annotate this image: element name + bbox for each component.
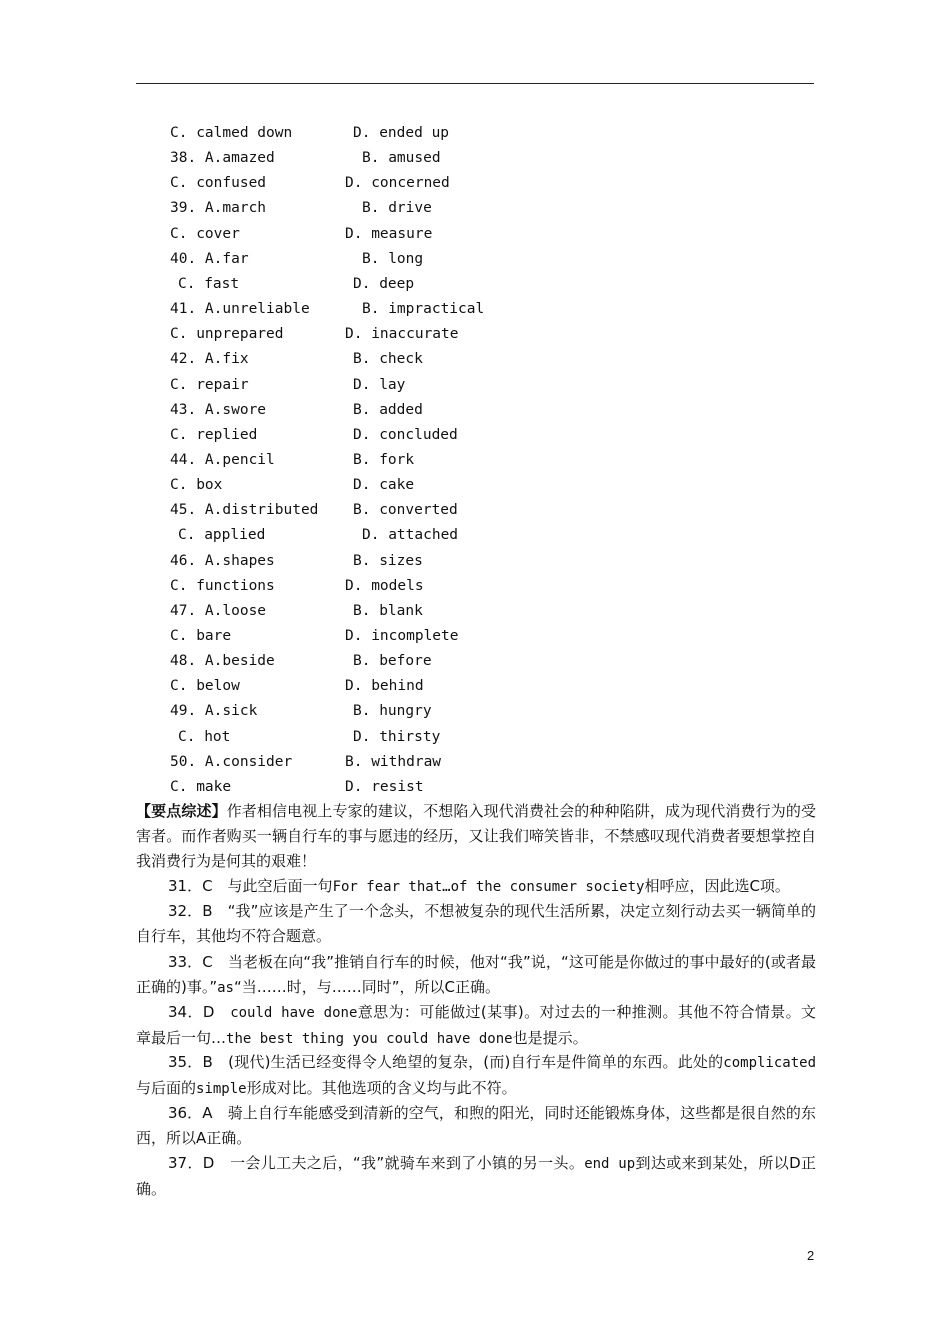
option-right: B. withdraw: [345, 753, 442, 770]
option-left: C. hot: [178, 728, 231, 745]
option-right: B. blank: [353, 602, 423, 619]
explanation-text: 意思为：可能做过(某事)。对过去的一种推测。其他不符合情景。文章最后一句…: [136, 1003, 816, 1048]
option-left: C. bare: [170, 628, 232, 644]
option-right: D. models: [345, 577, 424, 594]
option-right: D. thirsty: [353, 728, 441, 745]
option-right: B. fork: [353, 451, 415, 468]
answer-explanation: [136, 1050, 816, 1102]
explanation-text: “当……时，与……同时”，所以C正确。: [233, 978, 501, 997]
option-right: D. concerned: [345, 175, 450, 192]
option-right: B. amused: [362, 150, 441, 167]
option-right: D. deep: [353, 275, 415, 292]
option-left: C. repair: [170, 376, 249, 393]
option-right: D. incomplete: [345, 628, 459, 644]
option-left: 41. A.unreliable: [170, 301, 310, 318]
option-right: D. attached: [362, 527, 459, 544]
option-right: B. drive: [362, 200, 432, 217]
option-right: B. before: [353, 653, 432, 670]
option-left: 45. A.distributed: [170, 502, 319, 519]
english-term: For fear that…of the consumer society: [332, 879, 645, 895]
option-right: D. lay: [353, 376, 406, 393]
option-left: C. cover: [170, 225, 240, 242]
answer-explanation: [136, 874, 816, 900]
option-left: C. functions: [170, 577, 275, 594]
explanation-text: 相呼应，因此选C项。: [644, 877, 790, 895]
option-right: D. ended up: [353, 125, 450, 141]
explanation-text: 形成对比。其他选项的含义均与此不符。: [246, 1079, 517, 1098]
option-left: 38. A.amazed: [170, 150, 275, 167]
english-term: simple: [196, 1081, 247, 1098]
option-left: C. calmed down: [170, 125, 293, 141]
explanation-text: 37．D 一会儿工夫之后，“我”就骑车来到了小镇的另一头。: [168, 1154, 585, 1172]
option-left: 40. A.far: [170, 250, 249, 267]
summary-heading: 【要点综述】: [136, 802, 227, 820]
explanation-text: 36．A 骑上自行车能感受到清新的空气，和煦的阳光，同时还能锻炼身体，这些都是很自然的东西，所以A正确。: [136, 1104, 816, 1148]
option-right: B. long: [362, 250, 424, 267]
option-right: B. converted: [353, 502, 458, 519]
english-term: complicated: [723, 1055, 816, 1071]
explanation-text: 33．C 当老板在向“我”推销自行车的时候，他对“我”说，“这可能是你做过的事中最好的(或者最正确的)事。”: [136, 953, 816, 997]
summary-paragraph: [136, 799, 816, 875]
option-left: 48. A.beside: [170, 653, 275, 670]
answer-explanation: [136, 950, 816, 1001]
page-number: 2: [807, 1248, 815, 1263]
option-left: 44. A.pencil: [170, 451, 275, 468]
option-right: D. cake: [353, 477, 415, 494]
option-right: D. behind: [345, 678, 424, 695]
answer-explanation: [136, 1151, 816, 1202]
option-right: D. resist: [345, 778, 424, 795]
explanation-text: 31．C 与此空后面一句: [168, 877, 333, 895]
option-right: D. measure: [345, 225, 433, 242]
option-right: B. impractical: [362, 301, 485, 318]
option-left: C. box: [170, 477, 223, 494]
explanation-text: 也是提示。: [512, 1029, 588, 1048]
english-term: could have done: [230, 1005, 358, 1021]
option-left: 46. A.shapes: [170, 552, 275, 569]
answer-explanation: [136, 899, 816, 949]
option-right: B. check: [353, 351, 423, 368]
explanation-text: 34．D: [168, 1003, 231, 1021]
option-left: C. applied: [178, 527, 266, 544]
option-left: 43. A.swore: [170, 401, 267, 418]
option-left: 50. A.consider: [170, 753, 293, 770]
option-left: C. make: [170, 778, 232, 795]
english-term: as: [217, 980, 234, 997]
option-left: 39. A.march: [170, 200, 267, 217]
english-term: end up: [584, 1156, 636, 1172]
option-left: C. unprepared: [170, 326, 284, 343]
option-left: C. below: [170, 678, 240, 695]
option-right: B. hungry: [353, 703, 432, 720]
option-left: C. replied: [170, 426, 258, 443]
explanation-text: 32．B “我”应该是产生了一个念头，不想被复杂的现代生活所累，决定立刻行动去买一辆简单的自行车，其他均不符合题意。: [136, 902, 816, 946]
answer-explanation: [136, 1101, 816, 1151]
header-rule: [136, 83, 814, 84]
explanation-text: 与后面的: [136, 1079, 197, 1098]
option-left: C. fast: [178, 275, 240, 292]
option-left: 47. A.loose: [170, 602, 267, 619]
option-left: 42. A.fix: [170, 351, 249, 368]
explanation-text: 35．B (现代)生活已经变得令人绝望的复杂，(而)自行车是件简单的东西。此处的: [168, 1053, 724, 1071]
option-right: B. sizes: [353, 552, 423, 569]
english-term: the best thing you could have done: [226, 1031, 513, 1048]
option-right: D. concluded: [353, 426, 458, 443]
option-right: B. added: [353, 401, 423, 418]
option-right: D. inaccurate: [345, 326, 459, 343]
explanation-text: 到达或来到某处，所以D正确。: [136, 1154, 816, 1199]
option-left: 49. A.sick: [170, 703, 258, 720]
summary-text: 作者相信电视上专家的建议，不想陷入现代消费社会的种种陷阱，成为现代消费行为的受害者。而作者购买一辆自行车的事与愿违的经历，又让我们啼笑皆非，不禁感叹现代消费者要想掌控自我消费行为是何其的艰难！: [136, 802, 816, 871]
answer-explanation: [136, 1000, 816, 1052]
option-left: C. confused: [170, 175, 267, 192]
